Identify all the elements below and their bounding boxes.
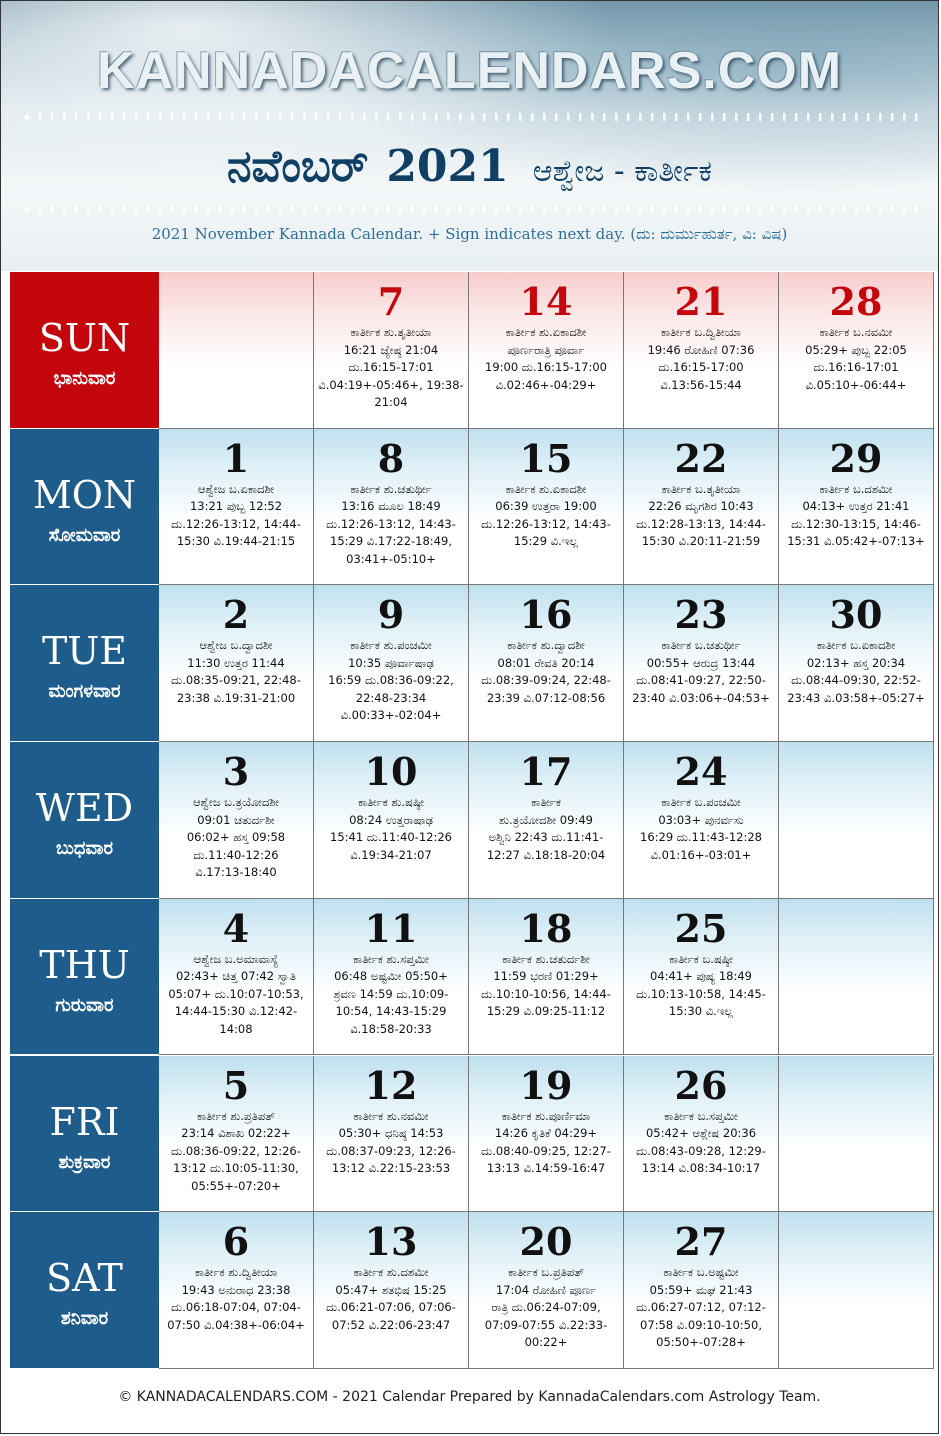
panchanga-line: ಕಾರ್ತೀಕ ಶು.ಪ್ರತಿಪತ್ (196, 1108, 276, 1123)
panchanga-line: ದು.06:21-07:06, 07:06- (326, 1300, 456, 1315)
day-number: 8 (377, 435, 405, 481)
panchanga-line: 14:26 ಕೃತಿಕೆ 04:29+ (494, 1126, 598, 1140)
panchanga-line: ಶು.ತ್ರಯೋದಶೀ 09:49 (499, 812, 593, 827)
panchanga-line: 23:14 ವಿಶಾಖ 02:22+ (181, 1126, 291, 1140)
panchanga-line: ಕಾರ್ತೀಕ ಶು.ಚತುರ್ಥೀ (350, 481, 432, 496)
panchanga-line: ಆಶ್ವೇಜ ಬ.ಏಕಾದಶೀ (197, 481, 275, 496)
day-cell-14 (469, 272, 624, 429)
day-number: 20 (519, 1219, 573, 1265)
panchanga-line: ವಿ.02:46+-04:29+ (495, 377, 597, 392)
day-number: 4 (222, 905, 250, 951)
panchanga-line: 14:08 (219, 1021, 253, 1036)
panchanga-line: ದು.08:40-09:25, 12:27- (481, 1143, 611, 1158)
panchanga-line: ಆಶ್ವೇಜ ಬ.ಅಮಾವಾಸ್ಯೆ (193, 951, 279, 966)
panchanga-line: 02:13+ ಹಸ್ತ 20:34 (806, 655, 906, 670)
panchanga-line: ದು.12:26-13:12, 14:44- (171, 516, 301, 531)
panchanga-line: 13:13 ವಿ.14:59-16:47 (486, 1161, 606, 1175)
day-number: 28 (829, 279, 883, 324)
panchanga-line: 11:59 ಭರಣಿ 01:29+ (493, 969, 599, 984)
weekday-kannada: ಬುಧವಾರ (56, 838, 113, 860)
day-number: 13 (364, 1219, 418, 1265)
day-cell-27 (624, 1212, 779, 1369)
panchanga-line: ಅಶ್ವಿನಿ 22:43 ದು.11:41- (488, 830, 604, 845)
panchanga-line: ಕಾರ್ತೀಕ ಬ.ಏಕಾದಶೀ (816, 638, 896, 653)
weekday-english: TUE (41, 629, 128, 674)
panchanga-line: ದು.12:30-13:15, 14:46- (791, 516, 921, 531)
day-cell-28 (779, 272, 934, 429)
panchanga-line: ದು.12:26-13:12, 14:43- (326, 516, 456, 531)
day-cell-8 (314, 429, 469, 586)
panchanga-line: 11:30 ಉತ್ತರ 11:44 (187, 655, 285, 670)
panchanga-line: 04:13+ ಉತ್ತರ 21:41 (802, 499, 910, 514)
panchanga-line: ಕಾರ್ತೀಕ ಶು.ತೃತೀಯಾ (350, 325, 432, 339)
panchanga-line: ಕಾರ್ತೀಕ ಬ.ಸಪ್ತಮೀ (664, 1108, 738, 1123)
day-cell-16 (469, 585, 624, 742)
panchanga-line: 22:26 ಮೃಗಶಿರ 10:43 (648, 499, 754, 514)
panchanga-line: 07:52 ವಿ.22:06-23:47 (331, 1317, 451, 1332)
panchanga-line: ಕಾರ್ತೀಕ ಶು.ಏಕಾದಶೀ (505, 481, 587, 496)
day-number: 27 (674, 1219, 728, 1265)
panchanga-line: 05:59+ ಮಘ 21:43 (649, 1282, 753, 1297)
calendar-header (1, 1, 938, 271)
panchanga-line: ಕಾರ್ತೀಕ ಶು.ಚತುರ್ದಶೀ (502, 951, 590, 966)
panchanga-line: 08:01 ರೇವತಿ 20:14 (497, 655, 595, 670)
panchanga-line: 06:39 ಉತ್ತರಾ 19:00 (495, 499, 597, 514)
day-number: 1 (222, 435, 250, 481)
weekday-kannada: ಭಾನುವಾರ (53, 368, 116, 389)
weekday-kannada: ಶುಕ್ರವಾರ (58, 1151, 111, 1173)
day-cell-22 (624, 429, 779, 586)
panchanga-line: 17:04 ರೋಹಿಣಿ ಪೂರ್ಣ (495, 1282, 597, 1297)
weekday-kannada: ಗುರುವಾರ (55, 994, 114, 1016)
panchanga-line: ಕಾರ್ತೀಕ ಬ.ನವಮೀ (819, 325, 893, 339)
footer-credit: © KANNADACALENDARS.COM - 2021 Calendar Prepared by KannadaCalendars.com Astrology Team. (118, 1389, 821, 1405)
panchanga-line: 15:30 ವಿ.19:44-21:15 (176, 534, 296, 549)
panchanga-line: 23:39 ವಿ.07:12-08:56 (486, 690, 606, 705)
panchanga-line: ಶ್ರವಣ 14:59 ದು.10:09- (333, 986, 449, 1001)
panchanga-line: ದು.11:40-12:26 (193, 847, 279, 862)
panchanga-line: 15:30 ವಿ.20:11-21:59 (641, 534, 761, 549)
day-cell-4 (159, 899, 314, 1056)
panchanga-line: ಕಾರ್ತೀಕ ಶು.ಪಂಚಮೀ (350, 638, 432, 653)
day-cell-23 (624, 585, 779, 742)
panchanga-line: 05:47+ ಶತಭಿಷ 15:25 (335, 1282, 447, 1297)
weekday-header-mon (10, 429, 159, 586)
weekday-english: FRI (49, 1099, 120, 1144)
day-cell-12 (314, 1056, 469, 1213)
panchanga-line: 05:50+-07:28+ (656, 1335, 746, 1350)
panchanga-line: 21:04 (374, 395, 408, 409)
weekday-header-sun (10, 272, 159, 429)
day-number: 29 (829, 435, 883, 481)
panchanga-line: ಕಾರ್ತೀಕ ಬ.ತೃತೀಯಾ (661, 481, 741, 496)
day-cell-11 (314, 899, 469, 1056)
panchanga-line: 06:02+ ಹಸ್ತ 09:58 (186, 830, 286, 845)
day-cell-7 (314, 272, 469, 429)
panchanga-line: 15:41 ದು.11:40-12:26 (330, 830, 452, 845)
panchanga-line: ಕಾರ್ತೀಕ (531, 795, 561, 810)
weekday-english: SAT (46, 1256, 123, 1301)
day-number: 5 (222, 1062, 250, 1108)
panchanga-line: 05:07+ ದು.10:07-10:53, (168, 986, 304, 1001)
day-number: 9 (377, 592, 405, 638)
weekday-english: MON (32, 472, 137, 517)
day-cell-29 (779, 429, 934, 586)
panchanga-line: 13:21 ಪುಬ್ಬ 12:52 (189, 499, 283, 514)
month-name-kannada: ನವೆಂಬರ್ (227, 141, 369, 192)
panchanga-line: 22:48-23:34 (355, 690, 427, 705)
panchanga-line: ದು.08:37-09:23, 12:26- (326, 1143, 456, 1158)
calendar-grid (10, 272, 934, 1369)
panchanga-line: 00:22+ (524, 1335, 568, 1350)
panchanga-line: 23:43 ವಿ.03:58+-05:27+ (787, 690, 925, 705)
panchanga-line: 16:21 ಜ್ಯೇಷ್ಠ 21:04 (343, 342, 439, 357)
panchanga-line: ದು.06:18-07:04, 07:04- (171, 1300, 301, 1315)
day-number: 24 (674, 749, 728, 795)
day-cell-6 (159, 1212, 314, 1369)
panchanga-line: ದು.12:28-13:13, 14:44- (636, 516, 766, 531)
weekday-english: SUN (38, 316, 131, 360)
weekday-kannada: ಸೋಮವಾರ (48, 524, 121, 546)
day-number: 10 (364, 749, 418, 795)
empty-day-cell (779, 742, 934, 899)
day-cell-15 (469, 429, 624, 586)
panchanga-line: 19:43 ಅನುರಾಧ 23:38 (181, 1282, 291, 1297)
panchanga-line: 03:03+ ಪುನರ್ವಸು (658, 812, 744, 827)
panchanga-line: ದು.10:10-10:56, 14:44- (481, 986, 611, 1001)
panchanga-line: ಕಾರ್ತೀಕ ಶು.ದಶಮೀ (353, 1265, 429, 1280)
masa-names: ಆಶ್ವೇಜ - ಕಾರ್ತೀಕ (532, 154, 712, 189)
panchanga-line: ಕಾರ್ತೀಕ ಶು.ದ್ವಾದಶೀ (507, 638, 585, 653)
weekday-kannada: ಮಂಗಳವಾರ (48, 681, 121, 703)
day-cell-25 (624, 899, 779, 1056)
panchanga-line: ದು.16:16-17:01 (813, 360, 899, 374)
day-cell-20 (469, 1212, 624, 1369)
panchanga-line: ದು.08:43-09:28, 12:29- (636, 1143, 766, 1158)
weekday-header-thu (10, 899, 159, 1056)
panchanga-line: ಕಾರ್ತೀಕ ಬ.ದ್ವಿತೀಯಾ (660, 325, 742, 339)
panchanga-line: 09:01 ಚತುರ್ದಶೀ (197, 812, 275, 827)
lace-border-bottom (21, 205, 918, 213)
panchanga-line: ದು.08:35-09:21, 22:48- (171, 673, 301, 688)
day-number: 19 (519, 1062, 573, 1108)
day-cell-2 (159, 585, 314, 742)
panchanga-line: ಕಾರ್ತೀಕ ಶು.ಏಕಾದಶೀ (505, 325, 587, 339)
day-number: 21 (674, 279, 728, 324)
day-number: 30 (829, 592, 883, 638)
weekday-header-fri (10, 1056, 159, 1213)
day-cell-3 (159, 742, 314, 899)
day-cell-1 (159, 429, 314, 586)
day-cell-5 (159, 1056, 314, 1213)
panchanga-line: 05:42+ ಆಶ್ಲೇಷ 20:36 (645, 1126, 757, 1140)
panchanga-line: ಆಶ್ವೇಜ ಬ.ತ್ರಯೋದಶೀ (192, 795, 280, 810)
panchanga-line: 16:29 ದು.11:43-12:28 (640, 830, 762, 845)
panchanga-line: ಕಾರ್ತೀಕ ಶು.ಸಪ್ತಮೀ (353, 951, 429, 966)
weekday-header-sat (10, 1212, 159, 1369)
panchanga-line: 00:55+ ಆರುದ್ರ 13:44 (646, 655, 756, 670)
day-number: 6 (222, 1219, 250, 1265)
panchanga-line: 07:09-07:55 ವಿ.22:33- (484, 1317, 608, 1332)
day-cell-9 (314, 585, 469, 742)
panchanga-line: 04:41+ ಪುಷ್ಯ 18:49 (650, 969, 752, 984)
weekday-header-tue (10, 585, 159, 742)
panchanga-line: ದು.08:36-09:22, 12:26- (171, 1143, 301, 1158)
day-number: 17 (519, 749, 573, 795)
day-number: 7 (377, 279, 405, 324)
empty-day-cell (779, 899, 934, 1056)
empty-day-cell (159, 272, 314, 429)
empty-day-cell (779, 1212, 934, 1369)
day-number: 14 (519, 279, 573, 324)
day-number: 15 (519, 435, 573, 481)
day-number: 22 (674, 435, 728, 481)
panchanga-line: 19:46 ರೋಹಿಣಿ 07:36 (647, 342, 755, 357)
day-number: 26 (674, 1062, 728, 1108)
panchanga-line: ದು.08:41-09:27, 22:50- (636, 673, 766, 688)
panchanga-line: ವಿ.01:16+-03:01+ (650, 847, 752, 862)
panchanga-line: 15:30 ವಿ.ಇಲ್ಲ (668, 1004, 734, 1019)
panchanga-line: 07:58 ವಿ.09:10-10:50, (640, 1317, 762, 1332)
panchanga-line: ದು.12:26-13:12, 14:43- (481, 516, 611, 531)
day-cell-17 (469, 742, 624, 899)
panchanga-line: ಕಾರ್ತೀಕ ಬ.ಷಷ್ಠೀ (669, 951, 733, 966)
panchanga-line: ವಿ.00:33+-02:04+ (340, 708, 442, 723)
day-cell-24 (624, 742, 779, 899)
panchanga-line: 03:41+-05:10+ (346, 551, 436, 566)
weekday-kannada: ಶನಿವಾರ (60, 1308, 109, 1330)
panchanga-line: 12:27 ವಿ.18:18-20:04 (486, 847, 606, 862)
panchanga-line: 16:59 ದು.08:36-09:22, (328, 673, 454, 688)
panchanga-line: 13:16 ಮೂಲ 18:49 (341, 499, 441, 514)
day-cell-26 (624, 1056, 779, 1213)
panchanga-line: ಕಾರ್ತೀಕ ಬ.ಚತುರ್ಥೀ (661, 638, 741, 653)
day-number: 12 (364, 1062, 418, 1108)
panchanga-line: ದು.08:39-09:24, 22:48- (481, 673, 611, 688)
panchanga-line: 13:14 ವಿ.08:34-10:17 (641, 1161, 761, 1175)
weekday-english: WED (35, 786, 134, 831)
weekday-english: THU (39, 942, 130, 987)
panchanga-line: ಕಾರ್ತೀಕ ಶು.ಪೂರ್ಣಿಮಾ (501, 1108, 591, 1123)
panchanga-line: ವಿ.18:58-20:33 (350, 1021, 432, 1036)
panchanga-line: 15:31 ವಿ.05:42+-07:13+ (787, 534, 925, 549)
day-number: 16 (519, 592, 573, 638)
panchanga-line: 23:38 ವಿ.19:31-21:00 (176, 690, 296, 705)
day-number: 25 (674, 905, 728, 951)
panchanga-line: ವಿ.13:56-15:44 (660, 377, 742, 392)
day-cell-30 (779, 585, 934, 742)
panchanga-line: 14:44-15:30 ವಿ.12:42- (174, 1004, 298, 1019)
panchanga-line: ರಾತ್ರಿ ದು.06:24-07:09, (491, 1300, 601, 1315)
panchanga-line: 05:30+ ಧನಿಷ್ಠ 14:53 (338, 1126, 444, 1140)
panchanga-line: ಕಾರ್ತೀಕ ಶು.ಷಷ್ಠೀ (358, 795, 424, 810)
panchanga-line: ದು.16:15-17:00 (658, 360, 744, 374)
panchanga-line: ದು.08:44-09:30, 22:52- (791, 673, 921, 688)
panchanga-line: 07:50 ವಿ.04:38+-06:04+ (167, 1317, 305, 1332)
panchanga-line: 10:35 ಪೂರ್ವಾಷಾಢ (348, 655, 434, 670)
panchanga-line: ದು.06:27-07:12, 07:12- (636, 1300, 766, 1315)
panchanga-line: 13:12 ದು.10:05-11:30, (173, 1161, 299, 1175)
panchanga-line: ಕಾರ್ತೀಕ ಶು.ನವಮೀ (353, 1108, 429, 1123)
panchanga-line: 06:48 ಅಷ್ಟಮೀ 05:50+ (334, 969, 448, 984)
panchanga-line: ಕಾರ್ತೀಕ ಬ.ದಶಮೀ (819, 481, 893, 496)
day-number: 3 (222, 749, 250, 795)
panchanga-line: 05:29+ ಪುಬ್ಬ 22:05 (805, 342, 907, 357)
panchanga-line: 19:00 ದು.16:15-17:00 (485, 360, 607, 374)
site-name: KANNADACALENDARS.COM (96, 42, 843, 100)
panchanga-line: 05:55+-07:20+ (191, 1178, 281, 1193)
panchanga-line: 15:29 ವಿ.ಇಲ್ಲ (513, 534, 579, 549)
panchanga-line: 08:24 ಉತ್ತರಾಷಾಢ (349, 812, 433, 827)
panchanga-line: ಕಾರ್ತೀಕ ಬ.ಪಂಚಮೀ (661, 795, 741, 810)
weekday-header-wed (10, 742, 159, 899)
panchanga-line: ಕಾರ್ತೀಕ ಶು.ದ್ವಿತೀಯಾ (194, 1265, 278, 1280)
panchanga-line: 10:54, 14:43-15:29 (335, 1004, 447, 1019)
empty-day-cell (779, 1056, 934, 1213)
panchanga-line: ಕಾರ್ತೀಕ ಬ.ಪ್ರತಿಪತ್ (507, 1265, 585, 1280)
panchanga-line: ವಿ.17:13-18:40 (195, 865, 277, 880)
panchanga-line: 15:29 ವಿ.09:25-11:12 (486, 1004, 606, 1019)
day-number: 23 (674, 592, 728, 638)
day-cell-21 (624, 272, 779, 429)
day-number: 11 (364, 905, 418, 951)
month-title (1, 141, 938, 192)
panchanga-line: 23:40 ವಿ.03:06+-04:53+ (632, 690, 770, 705)
panchanga-line: ಪೂರ್ಣರಾತ್ರಿ ಪೂರ್ವಾ (507, 342, 585, 357)
panchanga-line: ಕಾರ್ತೀಕ ಬ.ಅಷ್ಟಮೀ (663, 1265, 739, 1280)
month-year: 2021 (386, 141, 509, 192)
panchanga-line: ವಿ.05:10+-06:44+ (805, 377, 907, 392)
day-cell-18 (469, 899, 624, 1056)
panchanga-line: 02:43+ ಚಿತ್ತ 07:42 ಸ್ವಾತಿ (175, 969, 296, 984)
panchanga-line: 13:12 ವಿ.22:15-23:53 (331, 1161, 451, 1175)
day-number: 2 (222, 592, 250, 638)
calendar-subtitle: 2021 November Kannada Calendar. + Sign indicates next day. (ದು: ದುರ್ಮುಹುರ್ತ, ವಿ: ವಿಷ) (151, 225, 788, 243)
day-cell-13 (314, 1212, 469, 1369)
lace-border-top (21, 113, 918, 121)
panchanga-line: ವಿ.19:34-21:07 (350, 847, 432, 862)
day-number: 18 (519, 905, 573, 951)
panchanga-line: ವಿ.04:19+-05:46+, 19:38- (318, 377, 464, 392)
panchanga-line: ಆಶ್ವೇಜ ಬ.ದ್ವಾದಶೀ (199, 638, 273, 653)
panchanga-line: 15:29 ವಿ.17:22-18:49, (330, 534, 452, 549)
panchanga-line: ದು.16:15-17:01 (348, 360, 434, 374)
day-cell-19 (469, 1056, 624, 1213)
panchanga-line: ದು.10:13-10:58, 14:45- (636, 986, 766, 1001)
day-cell-10 (314, 742, 469, 899)
